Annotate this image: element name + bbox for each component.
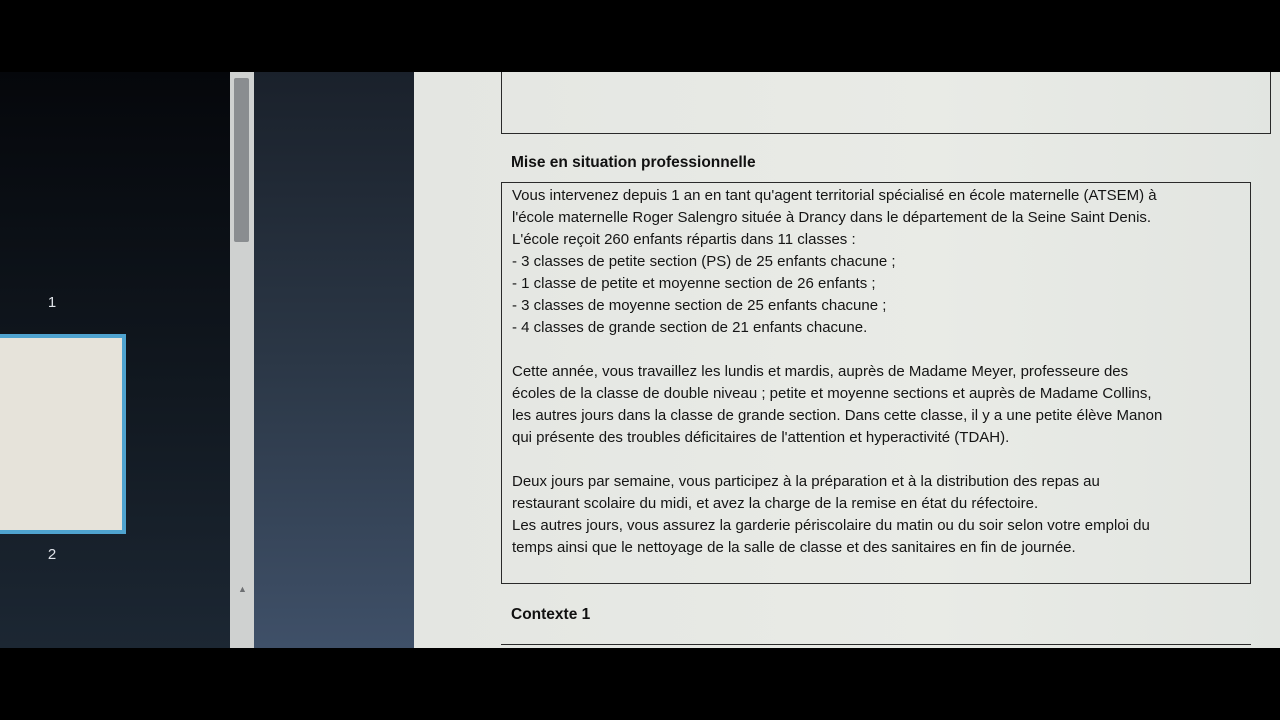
text-line: Vous intervenez depuis 1 an en tant qu'agent territorial spécialisé en école maternelle (ATSEM) à	[512, 187, 1157, 204]
text-line: Les autres jours, vous assurez la garderie périscolaire du matin ou du soir selon votre emploi du	[512, 517, 1150, 534]
document-gutter	[254, 72, 414, 648]
text-line: Deux jours par semaine, vous participez à la préparation et à la distribution des repas au	[512, 473, 1100, 490]
list-item: - 1 classe de petite et moyenne section de 26 enfants ;	[512, 275, 876, 292]
section-title-contexte-1: Contexte 1	[511, 606, 591, 623]
list-item: - 4 classes de grande section de 21 enfants chacune.	[512, 319, 868, 336]
list-item: - 3 classes de moyenne section de 25 enfants chacune ;	[512, 297, 887, 314]
text-line: Cette année, vous travaillez les lundis et mardis, auprès de Madame Meyer, professeure des	[512, 363, 1129, 380]
text-line: qui présente des troubles déficitaires de l'attention et hyperactivité (TDAH).	[512, 429, 1010, 446]
thumbnail-scrollbar[interactable]	[230, 72, 254, 648]
paragraph-classes	[512, 361, 1242, 449]
page-2-label: 2	[47, 546, 57, 563]
situation-text-box	[501, 182, 1251, 584]
previous-text-box	[501, 72, 1271, 134]
page-1-label: 1	[47, 294, 57, 311]
next-text-box	[501, 644, 1251, 648]
section-title-mise-en-situation: Mise en situation professionnelle	[511, 154, 756, 171]
scrollbar-thumb[interactable]	[234, 78, 249, 242]
screen	[0, 72, 1280, 648]
text-line: les autres jours dans la classe de grande section. Dans cette classe, il y a une petite élève Manon	[512, 407, 1163, 424]
document-page	[414, 72, 1280, 648]
text-line: L'école reçoit 260 enfants répartis dans 11 classes :	[512, 231, 856, 248]
paragraph-school-description	[512, 185, 1242, 339]
text-line: temps ainsi que le nettoyage de la salle de classe et des sanitaires en fin de journée.	[512, 539, 1076, 556]
thumbnail-panel	[0, 72, 230, 648]
text-line: restaurant scolaire du midi, et avez la charge de la remise en état du réfectoire.	[512, 495, 1039, 512]
text-line: l'école maternelle Roger Salengro située à Drancy dans le département de la Seine Saint Denis.	[512, 209, 1152, 226]
list-item: - 3 classes de petite section (PS) de 25 enfants chacune ;	[512, 253, 896, 270]
paragraph-duties	[512, 471, 1242, 559]
text-line: écoles de la classe de double niveau ; petite et moyenne sections et auprès de Madame Collins,	[512, 385, 1152, 402]
page-2-thumbnail[interactable]	[0, 334, 126, 534]
scroll-down-arrow-icon[interactable]: ▲	[238, 584, 247, 594]
